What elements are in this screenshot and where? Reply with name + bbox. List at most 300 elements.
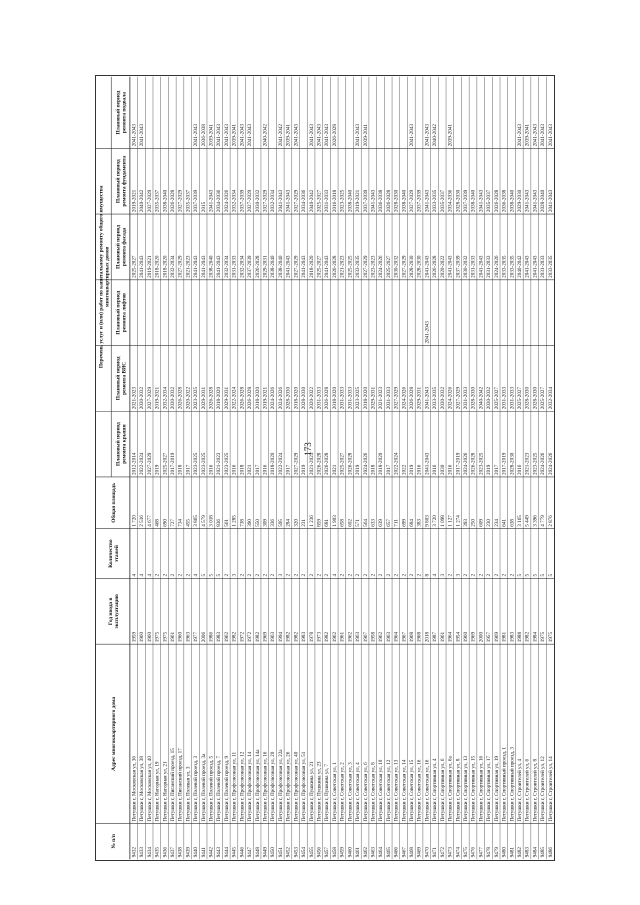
- cell-year: 1960: [463, 631, 470, 643]
- cell-year: 1963: [270, 631, 277, 643]
- cell-area: 639: [378, 519, 385, 527]
- cell-area: 1 236: [308, 515, 315, 527]
- cell-num: 9446: [239, 846, 246, 858]
- repair-schedule-table: [95, 75, 555, 861]
- cell-address: Петушки г, Профсоюзная ул, 16: [262, 751, 269, 822]
- cell-elevators: 2: [347, 573, 354, 577]
- cell-address: Петушки г, Советская ул, 16: [424, 759, 431, 822]
- cell-p2: 2024-2026: [401, 386, 408, 410]
- cell-num: 9453: [293, 846, 300, 858]
- cell-year: 1982: [231, 631, 238, 643]
- cell-area: 1 285: [231, 515, 238, 527]
- cell-p6: 2041-2043: [355, 124, 362, 147]
- cell-p1: 2025-2027: [162, 452, 169, 475]
- cell-p2: 2023-2025: [355, 386, 362, 410]
- cell-p4: 2027-2029: [177, 255, 184, 278]
- cell-area: 250: [470, 519, 477, 527]
- header-p6: ремонта подвала: [121, 92, 128, 134]
- cell-elevators: 2: [169, 573, 176, 577]
- cell-elevators: 2: [239, 573, 246, 577]
- cell-num: 9448: [254, 846, 261, 858]
- cell-p2: 2025-2027: [540, 386, 547, 410]
- cell-elevators: 2: [185, 573, 192, 577]
- cell-p5: 2032-2034: [231, 189, 238, 213]
- cell-address: Петушки г, Полевой проезд, 3а: [200, 753, 207, 822]
- cell-num: 9455: [308, 846, 315, 858]
- cell-p1: 2017: [493, 464, 500, 475]
- cell-elevators: 2: [254, 573, 261, 577]
- cell-p1: 2019: [301, 464, 308, 475]
- cell-year: 1962: [378, 631, 385, 643]
- cell-address: Петушки г, Строителей ул, 14: [547, 756, 554, 822]
- cell-address: Петушки г, Профсоюзная ул, 22а: [277, 749, 284, 822]
- cell-area: 602: [347, 519, 354, 527]
- cell-address: Петушки г, Пиганский проезд, 15: [169, 748, 176, 822]
- cell-p4: 2026-2028: [432, 255, 439, 278]
- cell-p6: 2041-2043: [540, 124, 547, 147]
- cell-p4: 2041-2043: [139, 255, 146, 278]
- cell-p4: 2023-2023: [370, 255, 377, 278]
- cell-area: 3 396: [532, 515, 539, 527]
- cell-p4: 2028-2030: [409, 255, 416, 278]
- cell-p1: 2018: [239, 464, 246, 475]
- cell-p6: 2039-2041: [447, 124, 454, 147]
- cell-num: 9442: [208, 846, 215, 858]
- cell-year: 1982: [285, 631, 292, 643]
- cell-num: 9467: [401, 846, 408, 858]
- cell-address: Петушки г, Профсоюзная ул, 26: [285, 751, 292, 822]
- cell-p3: 2041-2043: [424, 321, 431, 344]
- cell-p5: 2040-2042: [308, 189, 315, 213]
- cell-area: 4 677: [146, 515, 153, 527]
- cell-area: 658: [339, 519, 346, 527]
- cell-p1: 2023-2025: [223, 452, 230, 475]
- cell-p6: 2041-2043: [131, 124, 138, 147]
- cell-area: 657: [385, 519, 392, 527]
- cell-p2: 2031-2033: [339, 386, 346, 410]
- cell-p1: 2024-2026: [362, 452, 369, 475]
- cell-year: 1968: [416, 631, 423, 643]
- cell-area: 4 579: [200, 515, 207, 527]
- cell-p5: 2038-2040: [347, 189, 354, 213]
- cell-year: 1969: [470, 631, 477, 643]
- cell-p5: 2041-2043: [532, 189, 539, 213]
- cell-p1: 2026-2028: [347, 452, 354, 475]
- cell-p4: 2041-2043: [447, 255, 454, 278]
- cell-elevators: 3: [455, 573, 462, 577]
- cell-p4: 2038-2040: [208, 255, 215, 278]
- cell-p1: 2016: [447, 464, 454, 475]
- cell-elevators: 2: [308, 573, 315, 577]
- cell-p2: 2025-2027: [493, 386, 500, 410]
- cell-area: 3 165: [516, 515, 523, 527]
- cell-year: 1984: [532, 631, 539, 643]
- cell-p1: 2016: [416, 464, 423, 475]
- cell-address: Петушки г, Советская ул, 4: [355, 762, 362, 822]
- header-p1: Плановый период: [115, 422, 122, 466]
- cell-elevators: 2: [401, 573, 408, 577]
- cell-address: Петушки г, Профсоюзная ул, 14а: [254, 749, 261, 822]
- cell-num: 9450: [270, 846, 277, 858]
- header-elevators: Количество: [107, 539, 114, 568]
- header-year: эксплуатацию: [114, 594, 121, 629]
- cell-p4: 2037-2039: [247, 255, 254, 278]
- cell-p5: 2027-2029: [146, 189, 153, 213]
- header-group: многоквартирных домов: [104, 246, 111, 307]
- cell-num: 9463: [370, 846, 377, 858]
- cell-year: 1962: [331, 631, 338, 643]
- cell-p2: 2020-2022: [308, 386, 315, 410]
- cell-address: Петушки г, Спортивная ул, 15: [470, 755, 477, 822]
- cell-elevators: 2: [162, 573, 169, 577]
- cell-p2: 2032-2034: [162, 386, 169, 410]
- header-elevators: этажей: [114, 545, 121, 563]
- cell-address: Петушки г, Полевой проезд, 7: [216, 755, 223, 822]
- cell-p4: 2018-2020: [308, 255, 315, 278]
- cell-elevators: 2: [409, 573, 416, 577]
- cell-p6: 2041-2043: [532, 124, 539, 147]
- cell-num: 9486: [547, 846, 554, 858]
- cell-num: 9444: [223, 846, 230, 858]
- cell-address: Петушки г, Спортивная ул, 17: [486, 755, 493, 822]
- cell-address: Петушки г, Пушкина ул, 21: [308, 761, 315, 822]
- cell-address: Петушки г, Пушкина ул, 7: [324, 764, 331, 822]
- cell-area: 571: [355, 519, 362, 527]
- cell-elevators: 2: [293, 573, 300, 577]
- cell-p5: 2026-2028: [385, 189, 392, 213]
- cell-area: 2 516: [139, 515, 146, 527]
- cell-year: 1972: [247, 631, 254, 643]
- cell-p6: 2041-2043: [409, 124, 416, 147]
- cell-p2: 2031-2033: [347, 386, 354, 410]
- cell-elevators: 2: [355, 573, 362, 577]
- cell-area: 393: [463, 519, 470, 527]
- cell-p4: 2032-2034: [239, 255, 246, 278]
- cell-p2: 2023-2025: [193, 386, 200, 410]
- cell-p1: 2041-2043: [424, 452, 431, 475]
- cell-p6: 2041-2043: [193, 124, 200, 147]
- cell-p6: 2041-2043: [308, 124, 315, 147]
- cell-elevators: 2: [493, 573, 500, 577]
- cell-p5: 2037-2039: [416, 189, 423, 213]
- cell-area: 3 865: [193, 515, 200, 527]
- cell-p4: 2032-2034: [169, 255, 176, 278]
- cell-year: 1983: [301, 631, 308, 643]
- cell-area: 738: [239, 519, 246, 527]
- cell-address: Петушки г, Полевая ул, 3: [185, 766, 192, 822]
- cell-num: 9451: [277, 846, 284, 858]
- cell-address: Петушки г, Профсоюзная ул, 20: [270, 751, 277, 822]
- cell-year: 1983: [216, 631, 223, 643]
- cell-p2: 2031-2033: [316, 386, 323, 410]
- cell-p6: 2041-2043: [293, 124, 300, 147]
- cell-year: 1983: [509, 631, 516, 643]
- cell-p1: 2019: [154, 464, 161, 475]
- cell-p1: 2022: [401, 464, 408, 475]
- cell-p5: 2041-2043: [370, 189, 377, 213]
- cell-p1: 2017-2019: [455, 452, 462, 475]
- cell-year: 1988: [516, 631, 523, 643]
- cell-p5: 2037-2039: [463, 189, 470, 213]
- cell-address: Петушки г, Московская ул, 40: [146, 756, 153, 822]
- cell-p1: 2021: [331, 464, 338, 475]
- cell-p1: 2016: [231, 464, 238, 475]
- cell-p2: 2029-2031: [223, 386, 230, 410]
- cell-p2: 2027-2029: [393, 386, 400, 410]
- cell-p5: 2028-2040: [540, 189, 547, 213]
- cell-area: 641: [501, 519, 508, 527]
- cell-area: 468: [154, 519, 161, 527]
- cell-p4: 2025-2025: [347, 255, 354, 278]
- header-p1: ремонта крыши: [121, 424, 128, 464]
- cell-num: 9470: [424, 846, 431, 858]
- cell-address: Петушки г, Советская ул, 13: [393, 759, 400, 822]
- cell-address: Петушки г, Советская ул, 1: [331, 762, 338, 822]
- cell-p4: 2025-2027: [385, 255, 392, 278]
- cell-p5: 2027-2029: [293, 189, 300, 213]
- cell-year: 1982: [524, 631, 531, 643]
- cell-num: 9440: [193, 846, 200, 858]
- cell-area: 595: [277, 519, 284, 527]
- cell-p4: 2024-2026: [378, 255, 385, 278]
- cell-p2: 2024-2026: [270, 386, 277, 410]
- cell-p2: 2033-2035: [432, 386, 439, 410]
- cell-num: 9476: [470, 846, 477, 858]
- cell-p2: 2018-2020: [216, 386, 223, 410]
- cell-elevators: 2: [370, 573, 377, 577]
- cell-p4: 2031-2033: [486, 255, 493, 278]
- cell-elevators: 4: [139, 573, 146, 577]
- cell-elevators: 2: [262, 573, 269, 577]
- cell-p5: 2028-2030: [455, 189, 462, 213]
- cell-area: 1 720: [131, 515, 138, 527]
- cell-p4: 2041-2043: [301, 255, 308, 278]
- cell-p4: 2041-2043: [324, 255, 331, 278]
- cell-elevators: 3: [231, 573, 238, 577]
- cell-p4: 2026-2028: [254, 255, 261, 278]
- cell-num: 9443: [216, 846, 223, 858]
- cell-area: 690: [162, 519, 169, 527]
- cell-year: 1963: [355, 631, 362, 643]
- cell-area: 2 876: [547, 515, 554, 527]
- cell-address: Петушки г, Спортивный проезд, 3: [509, 746, 516, 822]
- header-p2: Плановый период: [115, 356, 122, 401]
- header-p5: ремонта фундамента: [121, 155, 128, 207]
- cell-p1: 2030: [439, 464, 446, 475]
- cell-year: 1960: [139, 631, 146, 643]
- header-num: № п/п: [110, 834, 117, 849]
- cell-p1: 2024-2026: [547, 452, 554, 475]
- cell-num: 9434: [146, 846, 153, 858]
- cell-area: 633: [370, 519, 377, 527]
- cell-num: 9458: [331, 846, 338, 858]
- cell-p2: 2018-2020: [293, 386, 300, 410]
- cell-elevators: 2: [393, 573, 400, 577]
- cell-area: 836: [216, 519, 223, 527]
- cell-elevators: 2: [463, 573, 470, 577]
- cell-p4: 2020-2022: [439, 255, 446, 278]
- cell-elevators: 5: [532, 573, 539, 577]
- cell-area: 727: [169, 519, 176, 527]
- cell-num: 9439: [185, 846, 192, 858]
- header-area: Общая площадь: [110, 482, 117, 523]
- cell-address: Петушки г, Профсоюзная ул, 14: [247, 751, 254, 822]
- cell-p4: 2041-2043: [532, 255, 539, 278]
- cell-area: 561: [223, 519, 230, 527]
- header-group: Перечень услуг и (или) работ по капитальному ремонту общего имущества: [98, 185, 105, 369]
- cell-num: 9485: [540, 846, 547, 858]
- cell-elevators: 2: [362, 573, 369, 577]
- cell-p6: 2026-2028: [331, 124, 338, 147]
- cell-p1: 2025-2027: [339, 452, 346, 475]
- cell-p4: 2041-2043: [216, 255, 223, 278]
- cell-num: 9459: [339, 846, 346, 858]
- cell-p4: 2038-2040: [277, 255, 284, 278]
- page-number: 173: [303, 442, 313, 456]
- cell-elevators: 2: [270, 573, 277, 577]
- cell-p1: 2017: [385, 464, 392, 475]
- cell-p4: 2019-2021: [146, 255, 153, 278]
- cell-year: 1954: [455, 631, 462, 643]
- cell-p4: 2030-2032: [393, 255, 400, 278]
- cell-num: 9466: [393, 846, 400, 858]
- cell-elevators: 5: [208, 573, 215, 577]
- cell-year: 1967: [401, 631, 408, 643]
- cell-p4: 2030-2032: [463, 255, 470, 278]
- cell-p2: 2024-2026: [277, 386, 284, 410]
- cell-p2: 2031-2033: [385, 386, 392, 410]
- cell-area: 859: [316, 519, 323, 527]
- cell-elevators: 2: [486, 573, 493, 577]
- cell-p1: 2023-2025: [193, 452, 200, 475]
- cell-p6: 2041-2043: [547, 124, 554, 147]
- cell-address: Петушки г, Советская ул, 10: [378, 759, 385, 822]
- cell-p5: 2029-2030: [516, 189, 523, 213]
- cell-elevators: 2: [316, 573, 323, 577]
- cell-area: 3 720: [432, 515, 439, 527]
- cell-p6: 2041-2043: [216, 124, 223, 147]
- cell-area: 1 903: [331, 515, 338, 527]
- cell-p4: 2041-2043: [285, 255, 292, 278]
- cell-year: 1969: [262, 631, 269, 643]
- cell-p2: 2030-2032: [486, 386, 493, 410]
- cell-p2: 2029-2031: [416, 386, 423, 410]
- cell-num: 9438: [177, 846, 184, 858]
- cell-year: 1959: [131, 631, 138, 643]
- cell-p5: 2041-2043: [478, 189, 485, 213]
- cell-p5: 2033-2035: [432, 189, 439, 213]
- cell-address: Петушки г, Советская ул, 3: [347, 762, 354, 822]
- cell-area: 320: [293, 519, 300, 527]
- cell-p2: 2026-2028: [409, 386, 416, 410]
- cell-year: 1975: [162, 631, 169, 643]
- cell-elevators: 5: [200, 573, 207, 577]
- cell-year: 1975: [154, 631, 161, 643]
- cell-p2: 2026-2028: [177, 386, 184, 410]
- cell-p1: 2016: [262, 464, 269, 475]
- cell-num: 9484: [532, 846, 539, 858]
- cell-p2: 2025-2027: [516, 386, 523, 410]
- cell-p5: 2027-2029: [177, 189, 184, 213]
- cell-p5: 2027-2029: [247, 189, 254, 213]
- cell-p4: 2031-2033: [540, 255, 547, 278]
- cell-elevators: 2: [247, 573, 254, 577]
- cell-p6: 2036-2038: [200, 124, 207, 147]
- cell-address: Петушки г, Профсоюзная ул, 40: [293, 751, 300, 822]
- cell-num: 9483: [524, 846, 531, 858]
- cell-year: 1981: [501, 631, 508, 643]
- cell-p2: 2021-2023: [378, 386, 385, 410]
- cell-p2: 2028-2030: [532, 386, 539, 410]
- cell-num: 9441: [200, 846, 207, 858]
- cell-address: Петушки г, Профсоюзная ул, 12: [239, 751, 246, 822]
- cell-p1: 2017: [185, 464, 192, 475]
- cell-year: 1964: [447, 631, 454, 643]
- cell-p5: 2026-2028: [169, 189, 176, 213]
- cell-p2: 2031-2033: [463, 386, 470, 410]
- cell-p5: 2016-2018: [331, 189, 338, 213]
- cell-address: Петушки г, Полевой проезд, 3: [193, 755, 200, 822]
- cell-year: 1961: [339, 631, 346, 643]
- cell-num: 9456: [316, 846, 323, 858]
- cell-num: 9435: [154, 846, 161, 858]
- cell-area: 1 127: [447, 515, 454, 527]
- cell-area: 234: [493, 519, 500, 527]
- cell-area: 383: [416, 519, 423, 527]
- cell-address: Петушки г, Советская ул, 15: [409, 759, 416, 822]
- cell-address: Петушки г, Пиганский проезд, 17: [177, 748, 184, 822]
- cell-year: 1975: [547, 631, 554, 643]
- cell-elevators: 2: [177, 573, 184, 577]
- cell-year: 2000: [478, 631, 485, 643]
- cell-p1: 2027-2029: [293, 452, 300, 475]
- cell-area: 4 779: [540, 515, 547, 527]
- cell-p5: 2040-2042: [139, 189, 146, 213]
- cell-address: Петушки г, Спортивная ул, 6: [439, 758, 446, 822]
- cell-elevators: 5: [540, 573, 547, 577]
- cell-area: 336: [270, 519, 277, 527]
- cell-num: 9472: [439, 846, 446, 858]
- cell-year: 1978: [308, 631, 315, 643]
- cell-area: 734: [177, 519, 184, 527]
- cell-elevators: 4: [432, 573, 439, 577]
- cell-num: 9436: [162, 846, 169, 858]
- cell-p2: 2028-2030: [470, 386, 477, 410]
- cell-p1: 2023-2025: [478, 452, 485, 475]
- cell-p4: 2031-2033: [470, 255, 477, 278]
- cell-area: 5 449: [524, 515, 531, 527]
- cell-num: 9464: [378, 846, 385, 858]
- cell-p4: 2031-2033: [231, 255, 238, 278]
- cell-address: Петушки г, Советская ул, 14: [401, 759, 408, 822]
- cell-year: 1958: [370, 631, 377, 643]
- cell-elevators: 4: [131, 573, 138, 577]
- cell-num: 9465: [385, 846, 392, 858]
- cell-p4: 2033-2035: [547, 255, 554, 278]
- cell-p5: 2027-2029: [262, 189, 269, 213]
- cell-p6: 2041-2043: [424, 124, 431, 147]
- cell-p6: 2041-2042: [277, 124, 284, 147]
- cell-p1: 2019: [355, 464, 362, 475]
- cell-p1: 2019: [486, 464, 493, 475]
- cell-year: 1963: [385, 631, 392, 643]
- cell-p5: 2036-2038: [378, 189, 385, 213]
- cell-p2: 2030-2032: [169, 386, 176, 410]
- cell-area: 9 803: [424, 515, 431, 527]
- cell-year: 1982: [324, 631, 331, 643]
- header-p4: ремонта фасада: [121, 227, 128, 267]
- cell-p1: 2024-2026: [463, 452, 470, 475]
